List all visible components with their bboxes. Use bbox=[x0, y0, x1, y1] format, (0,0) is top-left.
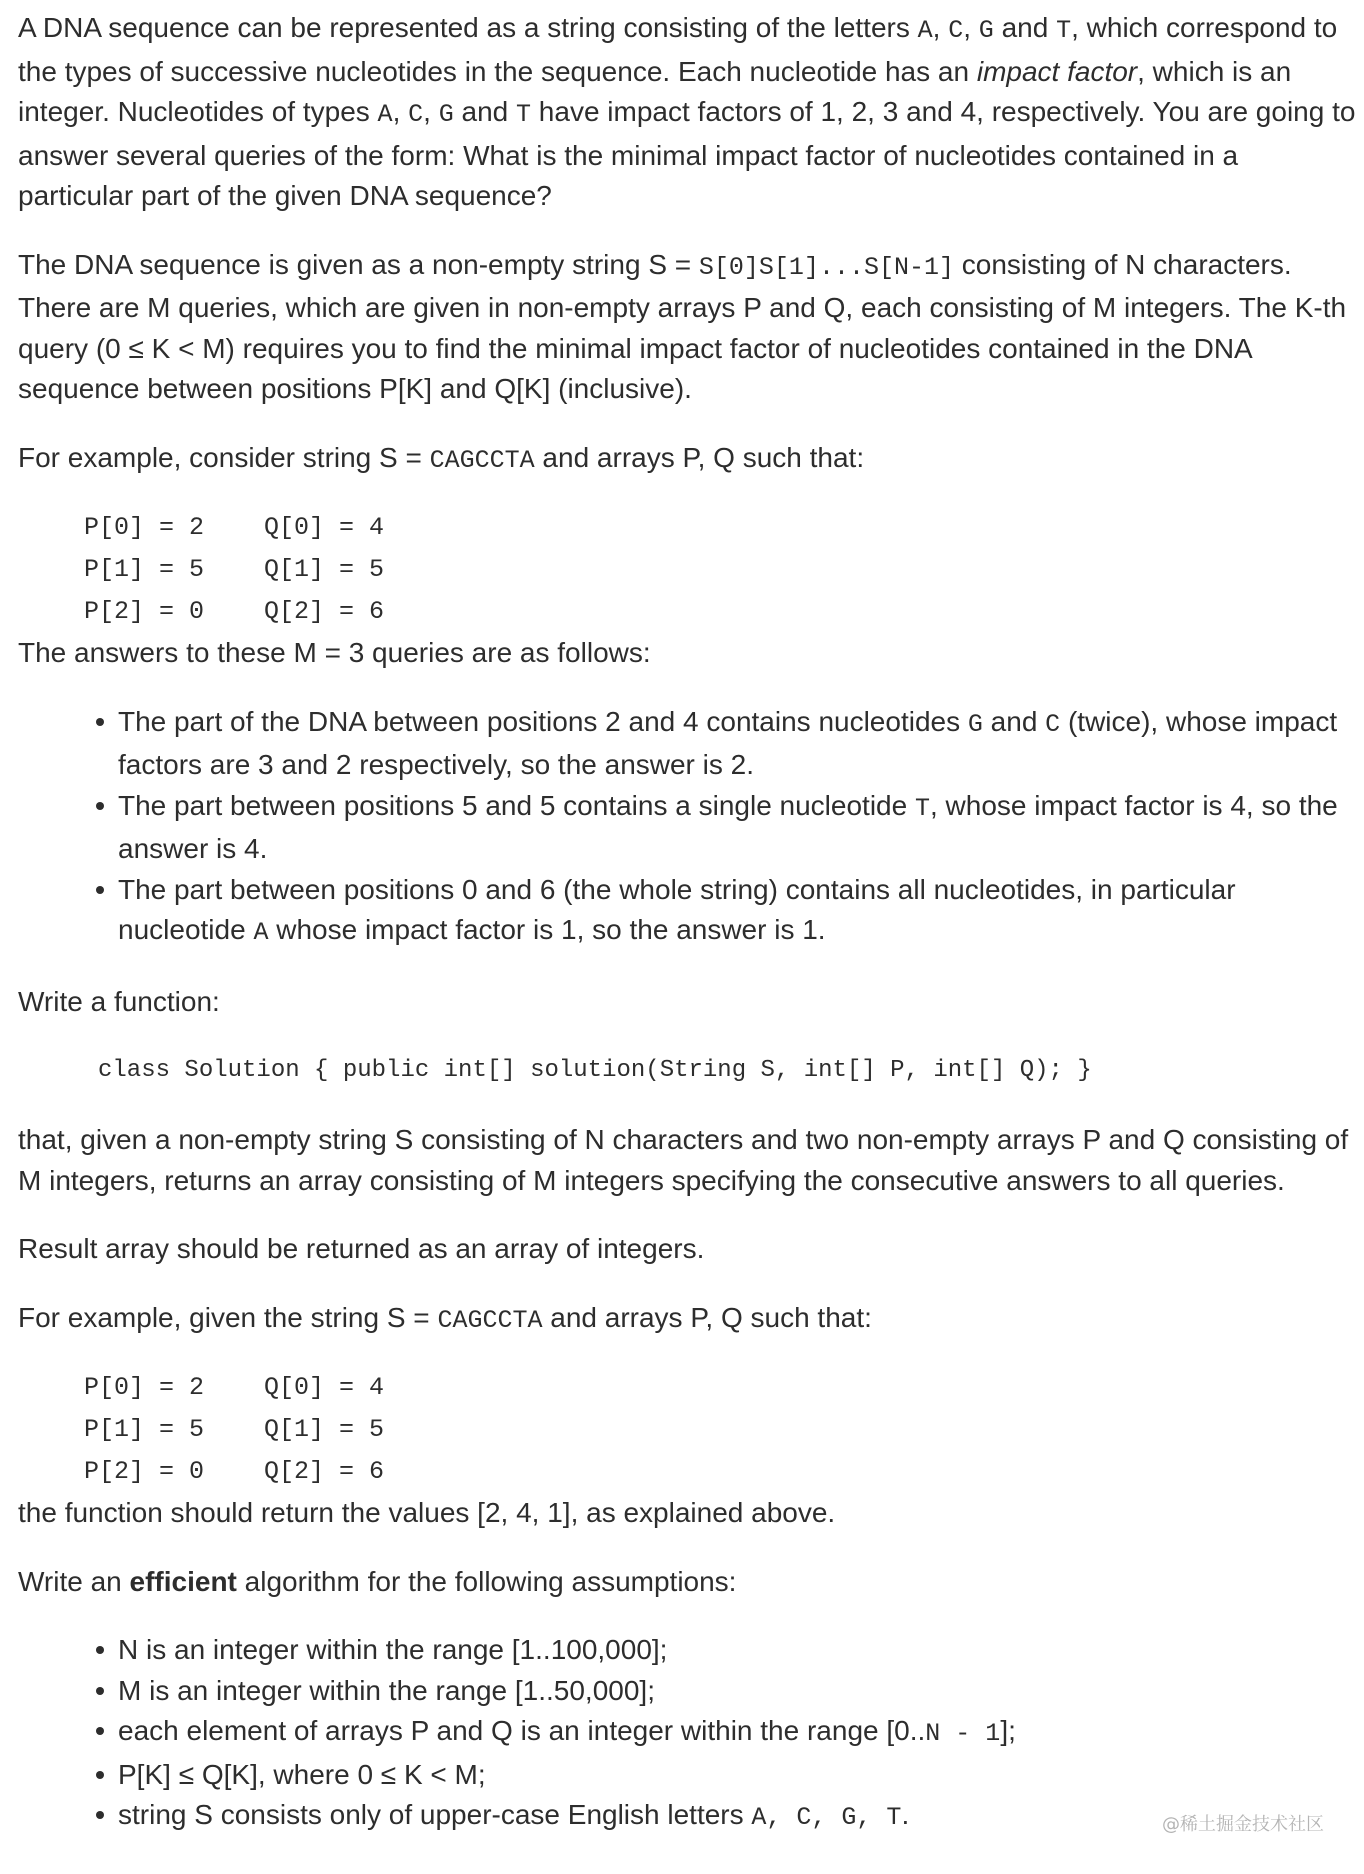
array-row: P[0] = 2 Q[0] = 4 bbox=[84, 1373, 385, 1402]
answers-list bbox=[18, 702, 1358, 954]
list-item: each element of arrays P and Q is an integer within the range [0..N - 1]; bbox=[118, 1711, 1358, 1755]
assumptions-list bbox=[18, 1630, 1358, 1839]
array-row: P[0] = 2 Q[0] = 4 bbox=[84, 513, 385, 542]
answers-intro: The answers to these M = 3 queries are as follows: bbox=[18, 637, 651, 668]
function-signature: class Solution { public int[] solution(String S, int[] P, int[] Q); } bbox=[98, 1057, 1092, 1084]
list-item: The part of the DNA between positions 2 and 4 contains nucleotides G and C (twice), whose impact factors are 3 and 2 respectively, so the answer is 2. bbox=[118, 702, 1358, 786]
example2-arrays bbox=[18, 1367, 1358, 1493]
efficiency-heading: Write an efficient algorithm for the following assumptions: bbox=[18, 1565, 737, 1597]
impact-factor-term: impact factor bbox=[976, 55, 1138, 87]
intro-paragraph: A DNA sequence can be represented as a string consisting of the letters A, C, G and T, which correspond to the types of successive nucleotides in the sequence. Each nucleotide has an impact factor, which is an integer. Nucleotides of types A, C, G and T have impact factors of 1, 2, 3 and 4, respectively. You are going to answer several queries of the form: What is the minimal impact factor of nucleotides contained in a particular part of the given DNA sequence? bbox=[18, 12, 1356, 211]
list-item: The part between positions 0 and 6 (the whole string) contains all nucleotides, in particular nucleotide A whose impact factor is 1, so the answer is 1. bbox=[118, 870, 1358, 954]
array-row: P[1] = 5 Q[1] = 5 bbox=[84, 1415, 385, 1444]
example2-intro: For example, given the string S = CAGCCTA and arrays P, Q such that: bbox=[18, 1301, 872, 1335]
list-item: M is an integer within the range [1..50,000]; bbox=[118, 1671, 1358, 1712]
watermark: @稀土掘金技术社区 bbox=[1162, 1814, 1324, 1835]
example1-arrays bbox=[18, 507, 1358, 633]
array-row: P[1] = 5 Q[1] = 5 bbox=[84, 555, 385, 584]
array-row: P[2] = 0 Q[2] = 6 bbox=[84, 597, 385, 626]
result-note: Result array should be returned as an array of integers. bbox=[18, 1233, 705, 1264]
list-item: The part between positions 5 and 5 contains a single nucleotide T, whose impact factor is 4, so the answer is 4. bbox=[118, 786, 1358, 870]
sequence-definition-paragraph: The DNA sequence is given as a non-empty string S = S[0]S[1]...S[N-1] consisting of N characters. There are M queries, which are given in non-empty arrays P and Q, each consisting of M integers. The K-th query (0 ≤ K < M) requires you to find the minimal impact factor of nucleotides contained in the DNA sequence between positions P[K] and Q[K] (inclusive). bbox=[18, 248, 1347, 404]
write-function-heading: Write a function: bbox=[18, 985, 220, 1017]
array-row: P[2] = 0 Q[2] = 6 bbox=[84, 1457, 385, 1486]
example1-intro: For example, consider string S = CAGCCTA and arrays P, Q such that: bbox=[18, 441, 865, 475]
list-item: string S consists only of upper-case English letters A, C, G, T. bbox=[118, 1795, 1358, 1839]
list-item: P[K] ≤ Q[K], where 0 ≤ K < M; bbox=[118, 1755, 1358, 1796]
list-item: N is an integer within the range [1..100,000]; bbox=[118, 1630, 1358, 1671]
problem-statement bbox=[18, 8, 1358, 1839]
return-note: the function should return the values [2, 4, 1], as explained above. bbox=[18, 1497, 836, 1528]
function-description: that, given a non-empty string S consisting of N characters and two non-empty arrays P and Q consisting of M integers, returns an array consisting of M integers specifying the consecutive answers to all queries. bbox=[18, 1124, 1349, 1196]
